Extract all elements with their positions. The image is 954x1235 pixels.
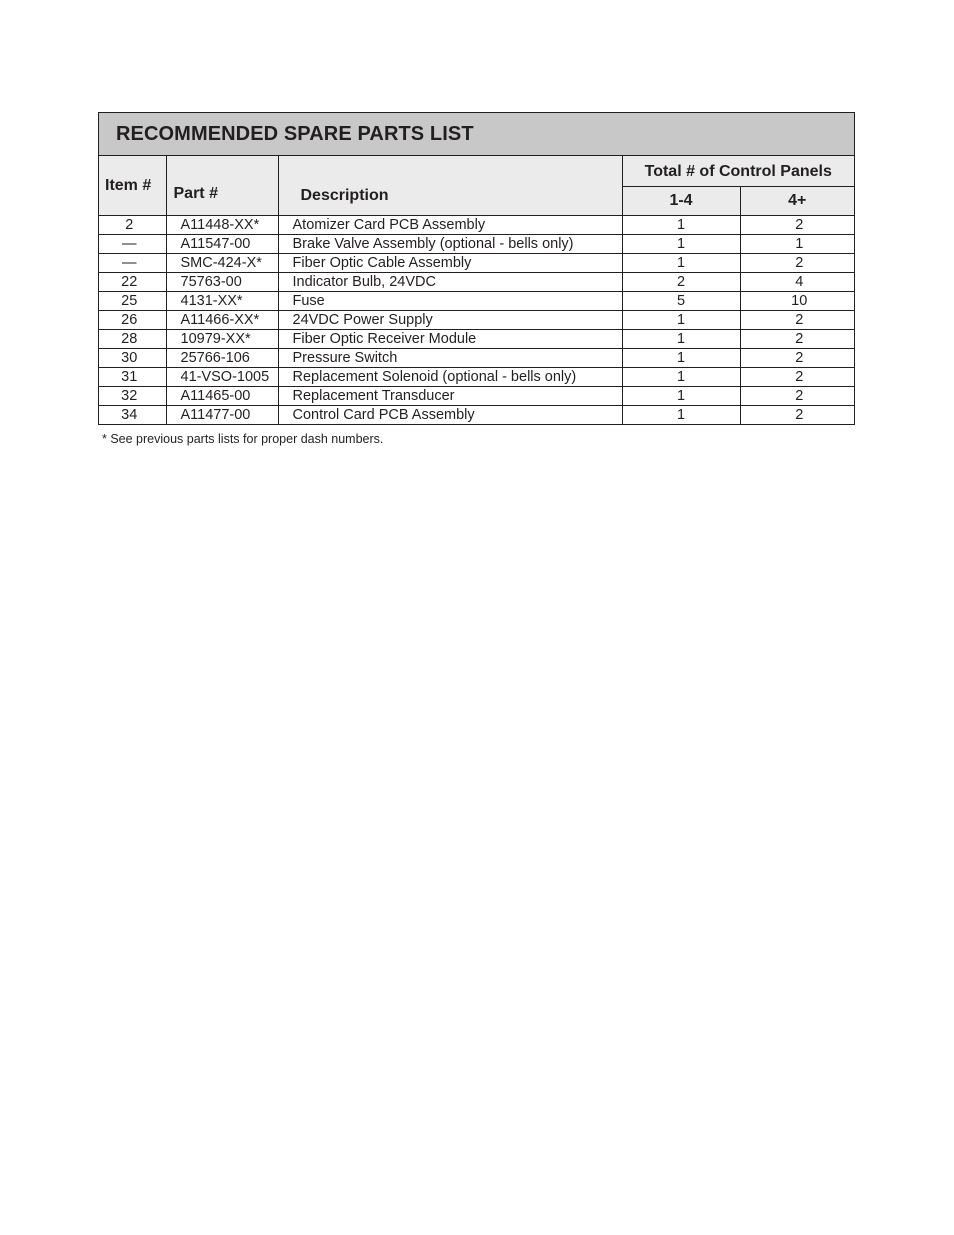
table-row [99,254,854,273]
cell-qty-1-4: 1 [622,216,740,235]
cell-qty-4-plus: 1 [740,235,854,254]
cell-item: 32 [99,387,166,406]
cell-qty-4-plus: 2 [740,311,854,330]
spare-parts-table-frame [98,112,855,425]
table-row [99,368,854,387]
footnote: * See previous parts lists for proper dash numbers. [102,432,384,446]
cell-qty-1-4: 1 [622,254,740,273]
cell-qty-1-4: 1 [622,349,740,368]
table-row [99,235,854,254]
cell-description: Brake Valve Assembly (optional - bells only) [278,235,622,254]
cell-part-number: 41-VSO-1005 [166,368,278,387]
cell-item: 2 [99,216,166,235]
header-control-panels-group: Total # of Control Panels [622,156,854,187]
cell-qty-4-plus: 2 [740,368,854,387]
cell-part-number: A11547-00 [166,235,278,254]
cell-qty-1-4: 5 [622,292,740,311]
cell-description: Indicator Bulb, 24VDC [278,273,622,292]
cell-part-number: A11466-XX* [166,311,278,330]
cell-qty-1-4: 1 [622,387,740,406]
cell-qty-1-4: 1 [622,330,740,349]
cell-item: — [99,235,166,254]
cell-qty-4-plus: 2 [740,406,854,425]
cell-qty-4-plus: 2 [740,387,854,406]
table-header [99,156,854,216]
cell-item: 30 [99,349,166,368]
cell-part-number: A11477-00 [166,406,278,425]
table-row [99,406,854,425]
cell-qty-4-plus: 2 [740,330,854,349]
cell-description: Control Card PCB Assembly [278,406,622,425]
header-item: Item # [99,156,166,216]
table-row [99,330,854,349]
cell-qty-4-plus: 2 [740,349,854,368]
cell-item: — [99,254,166,273]
cell-description: 24VDC Power Supply [278,311,622,330]
cell-part-number: 10979-XX* [166,330,278,349]
header-description: Description [278,156,622,216]
cell-qty-4-plus: 4 [740,273,854,292]
table-row [99,387,854,406]
cell-qty-1-4: 1 [622,235,740,254]
cell-part-number: SMC-424-X* [166,254,278,273]
spare-parts-document [98,112,856,425]
cell-qty-4-plus: 2 [740,216,854,235]
spare-parts-table [99,156,854,424]
cell-part-number: A11465-00 [166,387,278,406]
table-row [99,292,854,311]
cell-item: 28 [99,330,166,349]
cell-description: Atomizer Card PCB Assembly [278,216,622,235]
table-row [99,349,854,368]
table-body [99,216,854,425]
cell-description: Replacement Solenoid (optional - bells only) [278,368,622,387]
cell-description: Fuse [278,292,622,311]
cell-part-number: 75763-00 [166,273,278,292]
header-part: Part # [166,156,278,216]
header-qty-4-plus: 4+ [740,187,854,216]
cell-item: 25 [99,292,166,311]
cell-part-number: 4131-XX* [166,292,278,311]
cell-item: 34 [99,406,166,425]
cell-description: Fiber Optic Cable Assembly [278,254,622,273]
cell-part-number: A11448-XX* [166,216,278,235]
cell-part-number: 25766-106 [166,349,278,368]
cell-description: Pressure Switch [278,349,622,368]
table-row [99,311,854,330]
table-row [99,273,854,292]
header-qty-1-4: 1-4 [622,187,740,216]
cell-qty-1-4: 1 [622,406,740,425]
cell-qty-1-4: 1 [622,311,740,330]
table-title: RECOMMENDED SPARE PARTS LIST [99,113,854,156]
cell-qty-4-plus: 10 [740,292,854,311]
cell-description: Replacement Transducer [278,387,622,406]
cell-item: 31 [99,368,166,387]
cell-item: 22 [99,273,166,292]
cell-qty-1-4: 2 [622,273,740,292]
table-row [99,216,854,235]
cell-item: 26 [99,311,166,330]
cell-description: Fiber Optic Receiver Module [278,330,622,349]
cell-qty-4-plus: 2 [740,254,854,273]
cell-qty-1-4: 1 [622,368,740,387]
